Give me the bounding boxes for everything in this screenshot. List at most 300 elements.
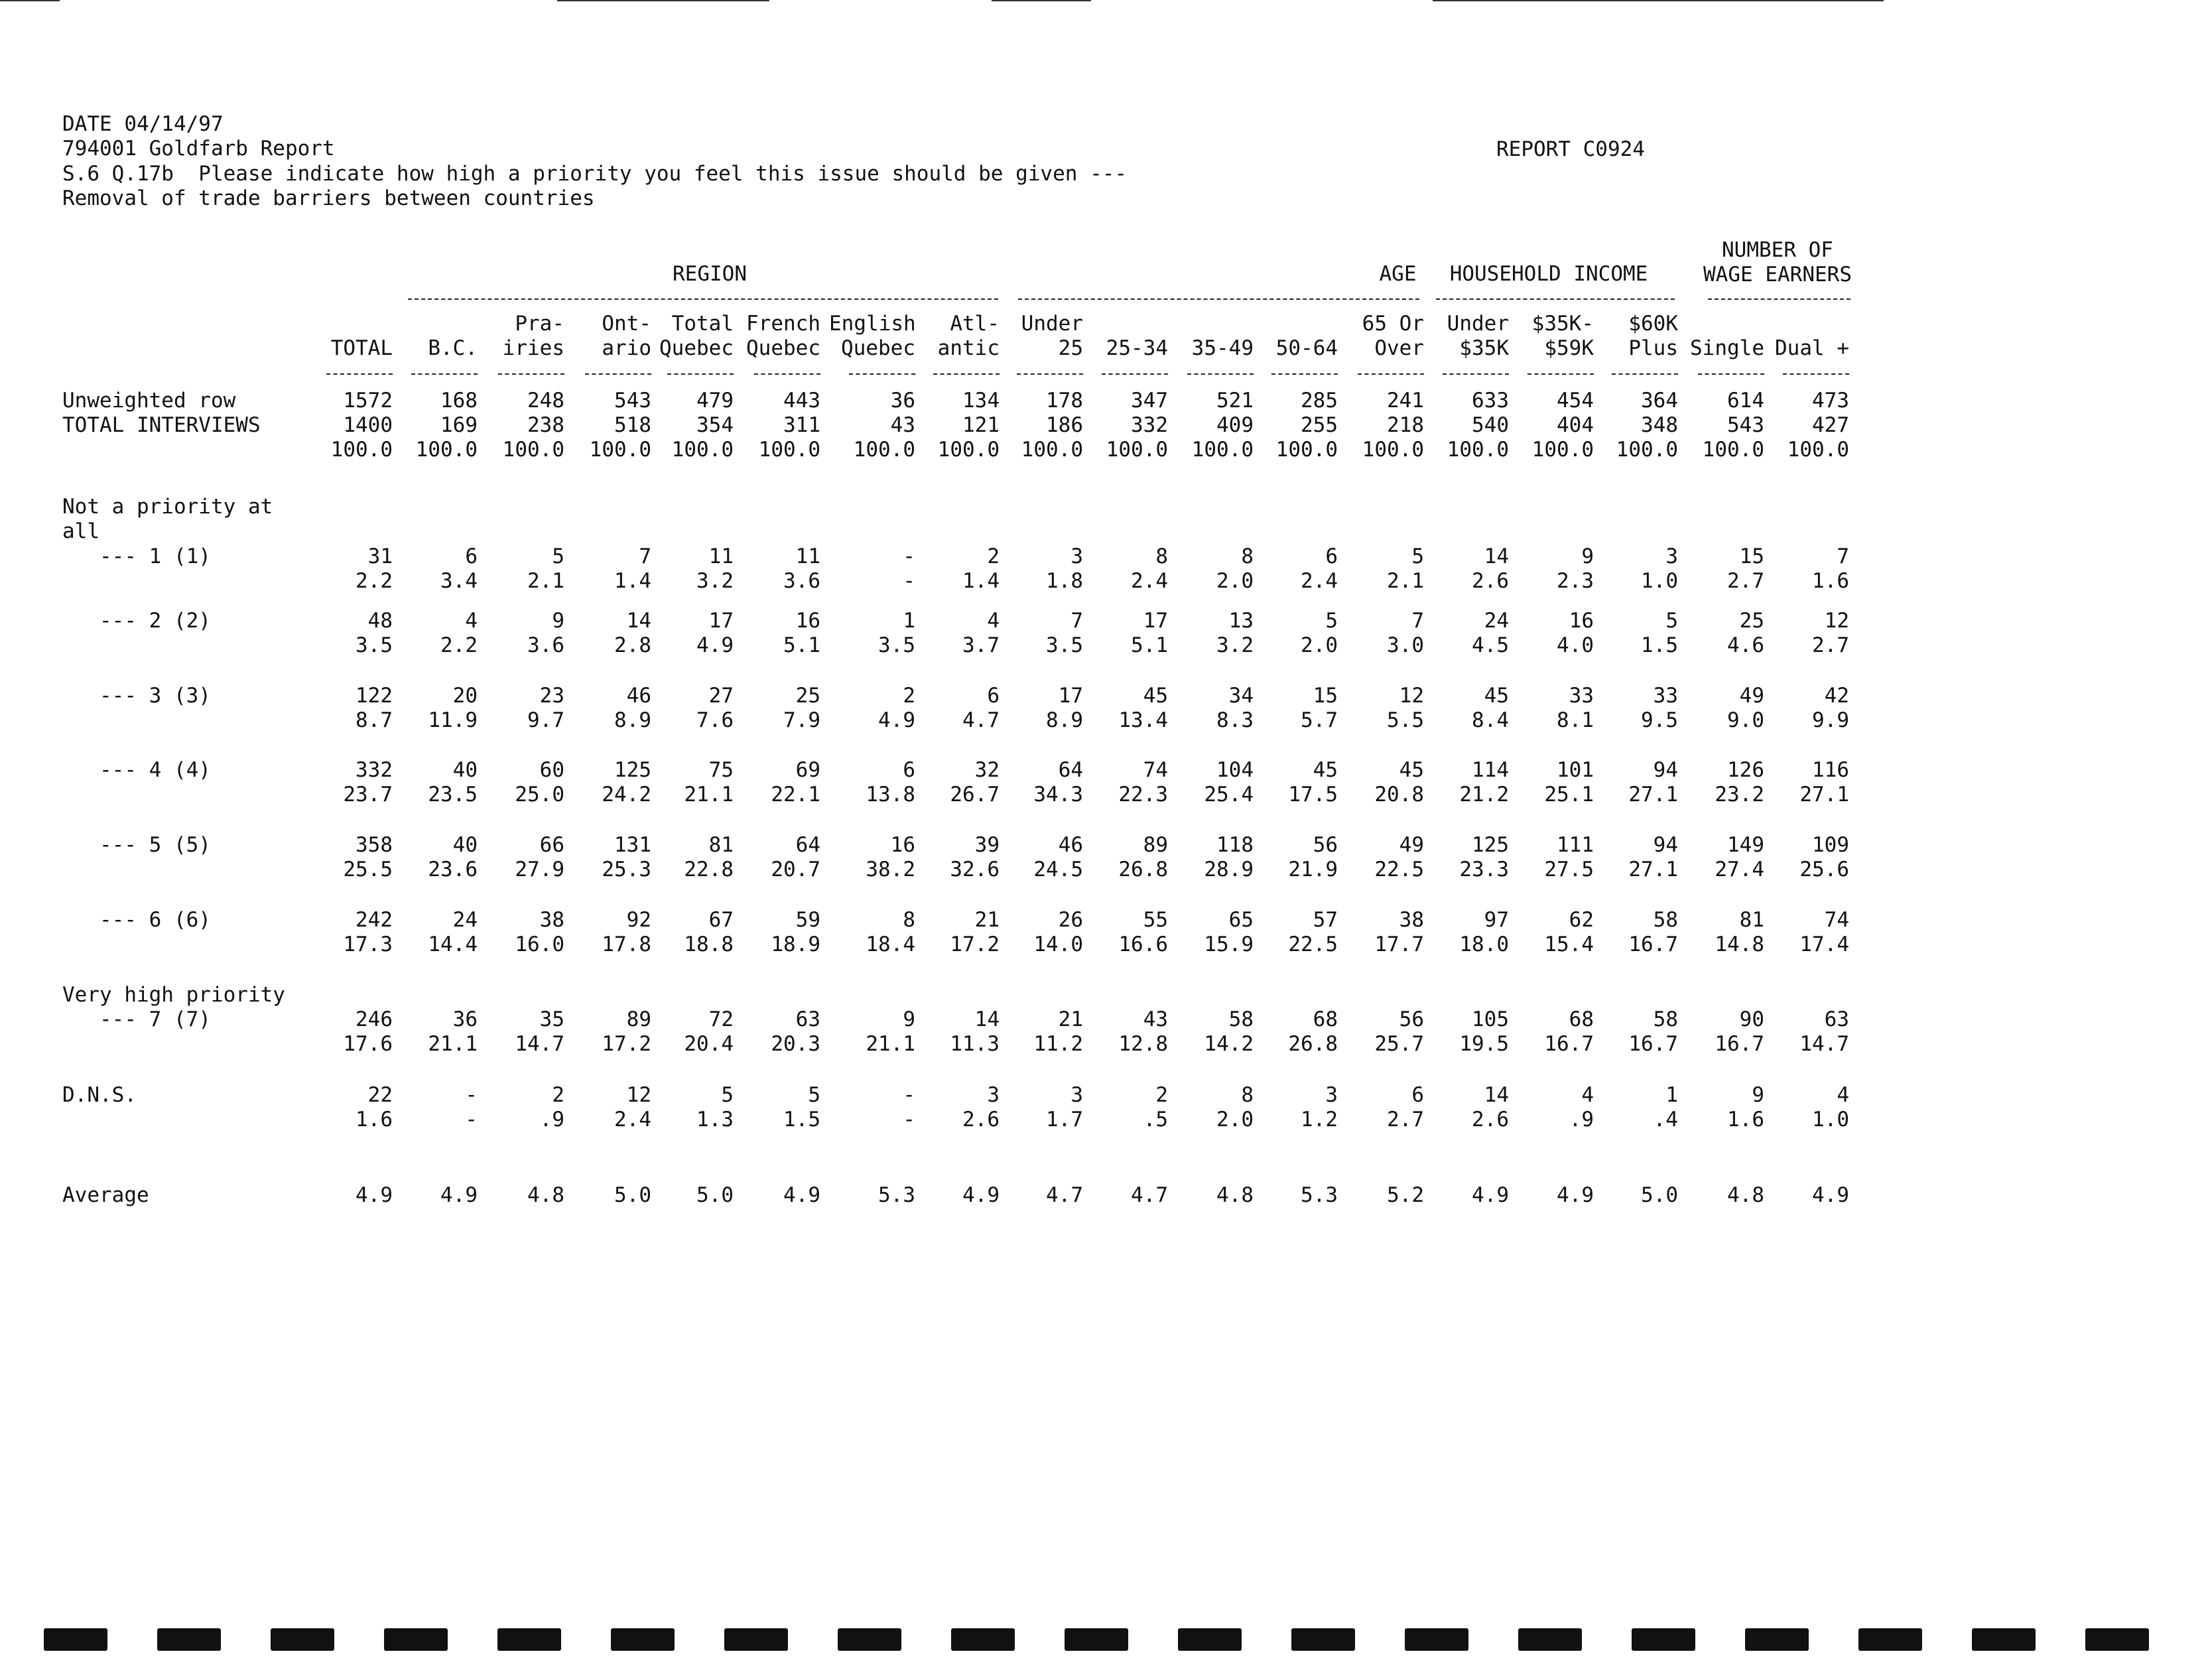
table-cell: 9.9 bbox=[1812, 708, 1849, 732]
table-cell: 38 bbox=[1399, 908, 1424, 932]
table-cell: 2.1 bbox=[527, 569, 564, 593]
table-cell: 43 bbox=[890, 413, 915, 437]
table-cell: 26.7 bbox=[950, 783, 1000, 807]
table-cell: 100.0 bbox=[502, 438, 564, 462]
table-cell: 5 bbox=[1411, 545, 1424, 568]
table-cell: 100.0 bbox=[671, 438, 734, 462]
group-wage-earners-line2: WAGE EARNERS bbox=[1703, 263, 1852, 287]
table-cell: 20.3 bbox=[771, 1032, 820, 1056]
table-cell: 34.3 bbox=[1033, 783, 1083, 807]
row-sublabel: --- 4 (4) bbox=[99, 758, 211, 782]
average-cell: 4.9 bbox=[1472, 1183, 1509, 1207]
table-cell: 81 bbox=[708, 833, 734, 857]
table-cell: 149 bbox=[1727, 833, 1764, 857]
table-cell: 22.1 bbox=[771, 783, 820, 807]
table-cell: 2.7 bbox=[1727, 569, 1764, 593]
average-cell: 5.0 bbox=[1641, 1183, 1678, 1207]
table-cell: 100.0 bbox=[1447, 438, 1509, 462]
table-cell: 3.7 bbox=[962, 633, 1000, 657]
table-cell: 15 bbox=[1739, 545, 1764, 568]
group-rule-region bbox=[408, 298, 998, 300]
row-sublabel: --- 2 (2) bbox=[99, 609, 211, 633]
table-cell: 89 bbox=[626, 1007, 651, 1031]
table-cell: 21 bbox=[1058, 1007, 1083, 1031]
table-cell: 9 bbox=[1752, 1083, 1764, 1107]
table-cell: 39 bbox=[974, 833, 1000, 857]
table-cell: 100.0 bbox=[415, 438, 478, 462]
table-cell: 100.0 bbox=[1275, 438, 1338, 462]
table-cell: 38.2 bbox=[866, 858, 915, 881]
table-cell: 23.2 bbox=[1715, 783, 1764, 807]
table-cell: 16 bbox=[1569, 609, 1594, 633]
table-cell: 9 bbox=[903, 1007, 915, 1031]
table-cell: 27 bbox=[708, 684, 734, 708]
table-cell: 24 bbox=[1484, 609, 1509, 633]
row-sublabel: --- 5 (5) bbox=[99, 833, 211, 857]
table-cell: 65 bbox=[1228, 908, 1254, 932]
table-cell: 17.3 bbox=[343, 933, 393, 956]
table-cell: 3.5 bbox=[1046, 633, 1083, 657]
column-header-line2: 50-64 bbox=[1275, 336, 1338, 360]
row-sublabel: --- 1 (1) bbox=[99, 545, 211, 568]
table-cell: 16.7 bbox=[1628, 1032, 1678, 1056]
table-cell: 14 bbox=[1484, 1083, 1509, 1107]
table-cell: 248 bbox=[527, 389, 564, 413]
table-cell: 4 bbox=[987, 609, 1000, 633]
table-cell: 46 bbox=[1058, 833, 1083, 857]
table-cell: 25.6 bbox=[1799, 858, 1849, 881]
table-cell: 11 bbox=[708, 545, 734, 568]
table-cell: 13.4 bbox=[1118, 708, 1168, 732]
table-cell: 246 bbox=[356, 1007, 393, 1031]
table-cell: 11 bbox=[795, 545, 820, 568]
table-cell: 1400 bbox=[343, 413, 393, 437]
table-cell: 1.7 bbox=[1046, 1108, 1083, 1131]
registration-mark bbox=[157, 1628, 221, 1651]
report-date: DATE 04/14/97 bbox=[62, 112, 224, 136]
table-cell: 89 bbox=[1143, 833, 1168, 857]
table-cell: 94 bbox=[1653, 758, 1678, 782]
column-header-line1: Total bbox=[671, 312, 734, 336]
table-cell: 46 bbox=[626, 684, 651, 708]
column-header-line1: Atl- bbox=[950, 312, 1000, 336]
table-cell: 6 bbox=[903, 758, 915, 782]
table-cell: 60 bbox=[539, 758, 564, 782]
table-cell: 2.3 bbox=[1557, 569, 1594, 593]
table-cell: 25.1 bbox=[1544, 783, 1594, 807]
table-cell: 5 bbox=[808, 1083, 820, 1107]
table-cell: 40 bbox=[452, 758, 478, 782]
table-cell: 3 bbox=[1071, 1083, 1083, 1107]
table-cell: 9.7 bbox=[527, 708, 564, 732]
table-cell: 19.5 bbox=[1459, 1032, 1509, 1056]
table-cell: 100.0 bbox=[1616, 438, 1678, 462]
table-cell: 40 bbox=[452, 833, 478, 857]
table-cell: 2.6 bbox=[962, 1108, 1000, 1131]
table-cell: 8.1 bbox=[1557, 708, 1594, 732]
table-cell: 100.0 bbox=[330, 438, 393, 462]
table-cell: 17 bbox=[1143, 609, 1168, 633]
table-cell: 118 bbox=[1216, 833, 1254, 857]
table-cell: 8.9 bbox=[614, 708, 651, 732]
table-cell: 1 bbox=[1665, 1083, 1678, 1107]
registration-mark bbox=[2085, 1628, 2149, 1651]
table-cell: 100.0 bbox=[1021, 438, 1083, 462]
table-cell: 16.7 bbox=[1544, 1032, 1594, 1056]
table-cell: 7 bbox=[1837, 545, 1849, 568]
table-cell: 22 bbox=[367, 1083, 393, 1107]
column-header-line2: 25-34 bbox=[1106, 336, 1168, 360]
table-cell: 3 bbox=[1071, 545, 1083, 568]
registration-mark bbox=[838, 1628, 901, 1651]
table-cell: 2 bbox=[1155, 1083, 1168, 1107]
table-cell: 131 bbox=[614, 833, 651, 857]
row-label: all bbox=[62, 519, 99, 543]
table-cell: 100.0 bbox=[1191, 438, 1254, 462]
table-cell: 14 bbox=[1484, 545, 1509, 568]
row-label: D.N.S. bbox=[62, 1083, 137, 1107]
table-cell: 2.2 bbox=[356, 569, 393, 593]
table-cell: 125 bbox=[1472, 833, 1509, 857]
table-cell: 3.4 bbox=[440, 569, 478, 593]
row-label: Very high priority bbox=[62, 983, 285, 1007]
table-cell: 45 bbox=[1399, 758, 1424, 782]
table-cell: 14.7 bbox=[515, 1032, 564, 1056]
table-cell: 9 bbox=[552, 609, 564, 633]
table-cell: 7 bbox=[1071, 609, 1083, 633]
column-header-line1: English bbox=[829, 312, 916, 336]
table-cell: 3.2 bbox=[696, 569, 734, 593]
average-cell: 4.9 bbox=[356, 1183, 393, 1207]
table-cell: 23.3 bbox=[1459, 858, 1509, 881]
table-cell: 121 bbox=[962, 413, 1000, 437]
row-sublabel: --- 3 (3) bbox=[99, 684, 211, 708]
group-wage-earners-line1: NUMBER OF bbox=[1722, 238, 1833, 262]
table-cell: 21.2 bbox=[1459, 783, 1509, 807]
table-cell: 27.9 bbox=[515, 858, 564, 881]
table-cell: 3.6 bbox=[527, 633, 564, 657]
registration-mark bbox=[724, 1628, 788, 1651]
table-cell: 1572 bbox=[343, 389, 393, 413]
table-cell: 48 bbox=[367, 609, 393, 633]
table-cell: 1.6 bbox=[1727, 1108, 1764, 1131]
table-cell: 59 bbox=[795, 908, 820, 932]
table-cell: 454 bbox=[1557, 389, 1594, 413]
average-cell: 4.7 bbox=[1131, 1183, 1168, 1207]
table-cell: 45 bbox=[1143, 684, 1168, 708]
table-cell: 58 bbox=[1653, 908, 1678, 932]
table-cell: 6 bbox=[987, 684, 1000, 708]
average-cell: 4.9 bbox=[1812, 1183, 1849, 1207]
table-cell: 20 bbox=[452, 684, 478, 708]
table-cell: 25.0 bbox=[515, 783, 564, 807]
table-cell: 8.7 bbox=[356, 708, 393, 732]
table-cell: 16 bbox=[795, 609, 820, 633]
top-edge-line bbox=[1433, 0, 1884, 1]
table-cell: 27.5 bbox=[1544, 858, 1594, 881]
registration-mark bbox=[1291, 1628, 1355, 1651]
column-header-line1: $35K- bbox=[1531, 312, 1594, 336]
table-cell: .5 bbox=[1143, 1108, 1168, 1131]
column-header-line2: Single bbox=[1690, 336, 1764, 360]
table-cell: 27.1 bbox=[1628, 858, 1678, 881]
column-rule bbox=[754, 373, 820, 375]
column-header-line2: $35K bbox=[1459, 336, 1509, 360]
table-cell: 116 bbox=[1812, 758, 1849, 782]
table-cell: 25.3 bbox=[602, 858, 651, 881]
table-cell: 518 bbox=[614, 413, 651, 437]
table-cell: 14.0 bbox=[1033, 933, 1083, 956]
table-cell: 1.0 bbox=[1641, 569, 1678, 593]
column-header-line2: Quebec bbox=[746, 336, 820, 360]
table-cell: 178 bbox=[1046, 389, 1083, 413]
registration-mark bbox=[1745, 1628, 1809, 1651]
table-cell: 13 bbox=[1228, 609, 1254, 633]
registration-mark bbox=[611, 1628, 675, 1651]
table-cell: 5 bbox=[1665, 609, 1678, 633]
row-sublabel: --- 7 (7) bbox=[99, 1007, 211, 1031]
table-cell: 1.6 bbox=[356, 1108, 393, 1131]
table-cell: 14.2 bbox=[1204, 1032, 1254, 1056]
table-cell: 105 bbox=[1472, 1007, 1509, 1031]
registration-mark bbox=[1518, 1628, 1582, 1651]
table-cell: 9.5 bbox=[1641, 708, 1678, 732]
table-cell: 64 bbox=[1058, 758, 1083, 782]
table-cell: 27.4 bbox=[1715, 858, 1764, 881]
table-cell: 90 bbox=[1739, 1007, 1764, 1031]
table-cell: 25.7 bbox=[1374, 1032, 1424, 1056]
table-cell: 6 bbox=[1411, 1083, 1424, 1107]
table-cell: 101 bbox=[1557, 758, 1594, 782]
table-cell: 23.7 bbox=[343, 783, 393, 807]
table-cell: 18.8 bbox=[684, 933, 734, 956]
group-age: AGE bbox=[1379, 262, 1417, 286]
row-label: TOTAL INTERVIEWS bbox=[62, 413, 261, 437]
table-cell: 14.7 bbox=[1799, 1032, 1849, 1056]
table-cell: 38 bbox=[539, 908, 564, 932]
table-cell: 8 bbox=[1155, 545, 1168, 568]
table-cell: 2.0 bbox=[1216, 569, 1254, 593]
table-cell: 100.0 bbox=[853, 438, 915, 462]
table-cell: 479 bbox=[696, 389, 734, 413]
table-cell: 100.0 bbox=[758, 438, 820, 462]
table-cell: 66 bbox=[539, 833, 564, 857]
table-cell: 126 bbox=[1727, 758, 1764, 782]
table-cell: 17.4 bbox=[1799, 933, 1849, 956]
column-rule bbox=[1102, 373, 1168, 375]
group-region: REGION bbox=[673, 262, 747, 286]
table-cell: 32.6 bbox=[950, 858, 1000, 881]
column-rule bbox=[1698, 373, 1764, 375]
column-header-line2: antic bbox=[937, 336, 1000, 360]
table-cell: 125 bbox=[614, 758, 651, 782]
table-cell: 473 bbox=[1812, 389, 1849, 413]
table-cell: 74 bbox=[1824, 908, 1849, 932]
column-rule bbox=[1187, 373, 1254, 375]
column-header-line2: 35-49 bbox=[1191, 336, 1254, 360]
table-cell: 25.4 bbox=[1204, 783, 1254, 807]
table-cell: 3 bbox=[1325, 1083, 1338, 1107]
table-cell: 2 bbox=[552, 1083, 564, 1107]
row-label: Unweighted row bbox=[62, 389, 236, 413]
table-cell: 404 bbox=[1557, 413, 1594, 437]
table-cell: 5.1 bbox=[1131, 633, 1168, 657]
table-cell: 17.5 bbox=[1288, 783, 1338, 807]
table-cell: 55 bbox=[1143, 908, 1168, 932]
table-cell: 14.4 bbox=[428, 933, 478, 956]
top-edge-line bbox=[557, 0, 769, 1]
average-cell: 5.0 bbox=[614, 1183, 651, 1207]
table-cell: 285 bbox=[1301, 389, 1338, 413]
column-rule bbox=[326, 373, 393, 375]
registration-mark bbox=[1858, 1628, 1922, 1651]
table-cell: 4 bbox=[1837, 1083, 1849, 1107]
table-cell: 57 bbox=[1313, 908, 1338, 932]
column-rule bbox=[498, 373, 564, 375]
table-cell: 1.6 bbox=[1812, 569, 1849, 593]
table-cell: 364 bbox=[1641, 389, 1678, 413]
table-cell: 18.4 bbox=[866, 933, 915, 956]
table-cell: 4 bbox=[465, 609, 478, 633]
average-label: Average bbox=[62, 1183, 149, 1207]
table-cell: 25 bbox=[1739, 609, 1764, 633]
column-header-line2: Quebec bbox=[841, 336, 915, 360]
average-cell: 4.9 bbox=[962, 1183, 1000, 1207]
table-cell: 358 bbox=[356, 833, 393, 857]
table-cell: 4.9 bbox=[696, 633, 734, 657]
table-cell: 11.9 bbox=[428, 708, 478, 732]
table-cell: 2.6 bbox=[1472, 569, 1509, 593]
table-cell: 4.7 bbox=[962, 708, 1000, 732]
table-cell: 28.9 bbox=[1204, 858, 1254, 881]
row-label: Not a priority at bbox=[62, 495, 273, 519]
table-cell: 9.0 bbox=[1727, 708, 1764, 732]
table-cell: - bbox=[465, 1108, 478, 1131]
table-cell: 94 bbox=[1653, 833, 1678, 857]
table-cell: 64 bbox=[795, 833, 820, 857]
table-cell: 4.9 bbox=[878, 708, 915, 732]
table-cell: 2.4 bbox=[614, 1108, 651, 1131]
table-cell: 100.0 bbox=[1362, 438, 1424, 462]
table-cell: 6 bbox=[465, 545, 478, 568]
table-cell: .9 bbox=[1569, 1108, 1594, 1131]
column-rule bbox=[1527, 373, 1594, 375]
table-cell: 100.0 bbox=[1531, 438, 1594, 462]
table-cell: 58 bbox=[1228, 1007, 1254, 1031]
table-cell: 35 bbox=[539, 1007, 564, 1031]
table-cell: 24.5 bbox=[1033, 858, 1083, 881]
table-cell: 3 bbox=[987, 1083, 1000, 1107]
table-cell: 16.7 bbox=[1715, 1032, 1764, 1056]
table-cell: 49 bbox=[1399, 833, 1424, 857]
table-cell: 8.4 bbox=[1472, 708, 1509, 732]
column-rule bbox=[1358, 373, 1424, 375]
table-cell: 92 bbox=[626, 908, 651, 932]
table-cell: 68 bbox=[1569, 1007, 1594, 1031]
table-cell: 56 bbox=[1313, 833, 1338, 857]
table-cell: 18.9 bbox=[771, 933, 820, 956]
average-cell: 4.8 bbox=[1727, 1183, 1764, 1207]
table-cell: 7.9 bbox=[783, 708, 820, 732]
column-rule bbox=[667, 373, 734, 375]
table-cell: 14 bbox=[974, 1007, 1000, 1031]
column-header-line2: 25 bbox=[1058, 336, 1083, 360]
table-cell: 1.5 bbox=[1641, 633, 1678, 657]
table-cell: 32 bbox=[974, 758, 1000, 782]
table-cell: 12.8 bbox=[1118, 1032, 1168, 1056]
column-rule bbox=[933, 373, 1000, 375]
table-cell: .9 bbox=[539, 1108, 564, 1131]
table-cell: 33 bbox=[1653, 684, 1678, 708]
table-cell: 22.5 bbox=[1374, 858, 1424, 881]
table-cell: 23.5 bbox=[428, 783, 478, 807]
registration-mark bbox=[951, 1628, 1015, 1651]
registration-mark bbox=[271, 1628, 334, 1651]
table-cell: 5 bbox=[552, 545, 564, 568]
registration-mark bbox=[384, 1628, 448, 1651]
table-cell: 8 bbox=[1241, 545, 1254, 568]
average-cell: 4.8 bbox=[527, 1183, 564, 1207]
table-cell: 100.0 bbox=[1702, 438, 1764, 462]
table-cell: 72 bbox=[708, 1007, 734, 1031]
table-cell: 2.4 bbox=[1301, 569, 1338, 593]
table-cell: 1.5 bbox=[783, 1108, 820, 1131]
table-cell: 11.3 bbox=[950, 1032, 1000, 1056]
table-cell: 111 bbox=[1557, 833, 1594, 857]
question-text: S.6 Q.17b Please indicate how high a priority you feel this issue should be given --- bbox=[62, 162, 1128, 186]
column-header-line2: iries bbox=[502, 336, 564, 360]
table-cell: 104 bbox=[1216, 758, 1254, 782]
table-cell: 17.8 bbox=[602, 933, 651, 956]
table-cell: 75 bbox=[708, 758, 734, 782]
table-cell: - bbox=[903, 1108, 915, 1131]
table-cell: 122 bbox=[356, 684, 393, 708]
table-cell: 543 bbox=[1727, 413, 1764, 437]
registration-mark bbox=[1178, 1628, 1242, 1651]
table-cell: 614 bbox=[1727, 389, 1764, 413]
table-cell: 17.6 bbox=[343, 1032, 393, 1056]
table-cell: 8 bbox=[1241, 1083, 1254, 1107]
table-cell: 347 bbox=[1131, 389, 1168, 413]
table-cell: 8 bbox=[903, 908, 915, 932]
table-cell: 14.8 bbox=[1715, 933, 1764, 956]
table-cell: 5.5 bbox=[1387, 708, 1424, 732]
table-cell: 2.8 bbox=[614, 633, 651, 657]
column-header-line1: 65 Or bbox=[1362, 312, 1424, 336]
column-header-line1: Under bbox=[1021, 312, 1083, 336]
table-cell: 27.1 bbox=[1799, 783, 1849, 807]
column-rule bbox=[1017, 373, 1083, 375]
group-rule-age bbox=[1018, 298, 1419, 300]
table-cell: 25.5 bbox=[343, 858, 393, 881]
table-cell: 21.1 bbox=[428, 1032, 478, 1056]
column-rule bbox=[1271, 373, 1338, 375]
table-cell: 20.7 bbox=[771, 858, 820, 881]
table-cell: 22.8 bbox=[684, 858, 734, 881]
table-cell: 24 bbox=[452, 908, 478, 932]
table-cell: 168 bbox=[440, 389, 478, 413]
top-edge-line bbox=[992, 0, 1091, 1]
table-cell: 169 bbox=[440, 413, 478, 437]
table-cell: 2.6 bbox=[1472, 1108, 1509, 1131]
table-cell: 26 bbox=[1058, 908, 1083, 932]
column-header-line2: Plus bbox=[1628, 336, 1678, 360]
column-header-line1: $60K bbox=[1628, 312, 1678, 336]
table-cell: 2.4 bbox=[1131, 569, 1168, 593]
table-cell: 22.5 bbox=[1288, 933, 1338, 956]
column-rule bbox=[585, 373, 651, 375]
table-cell: - bbox=[465, 1083, 478, 1107]
